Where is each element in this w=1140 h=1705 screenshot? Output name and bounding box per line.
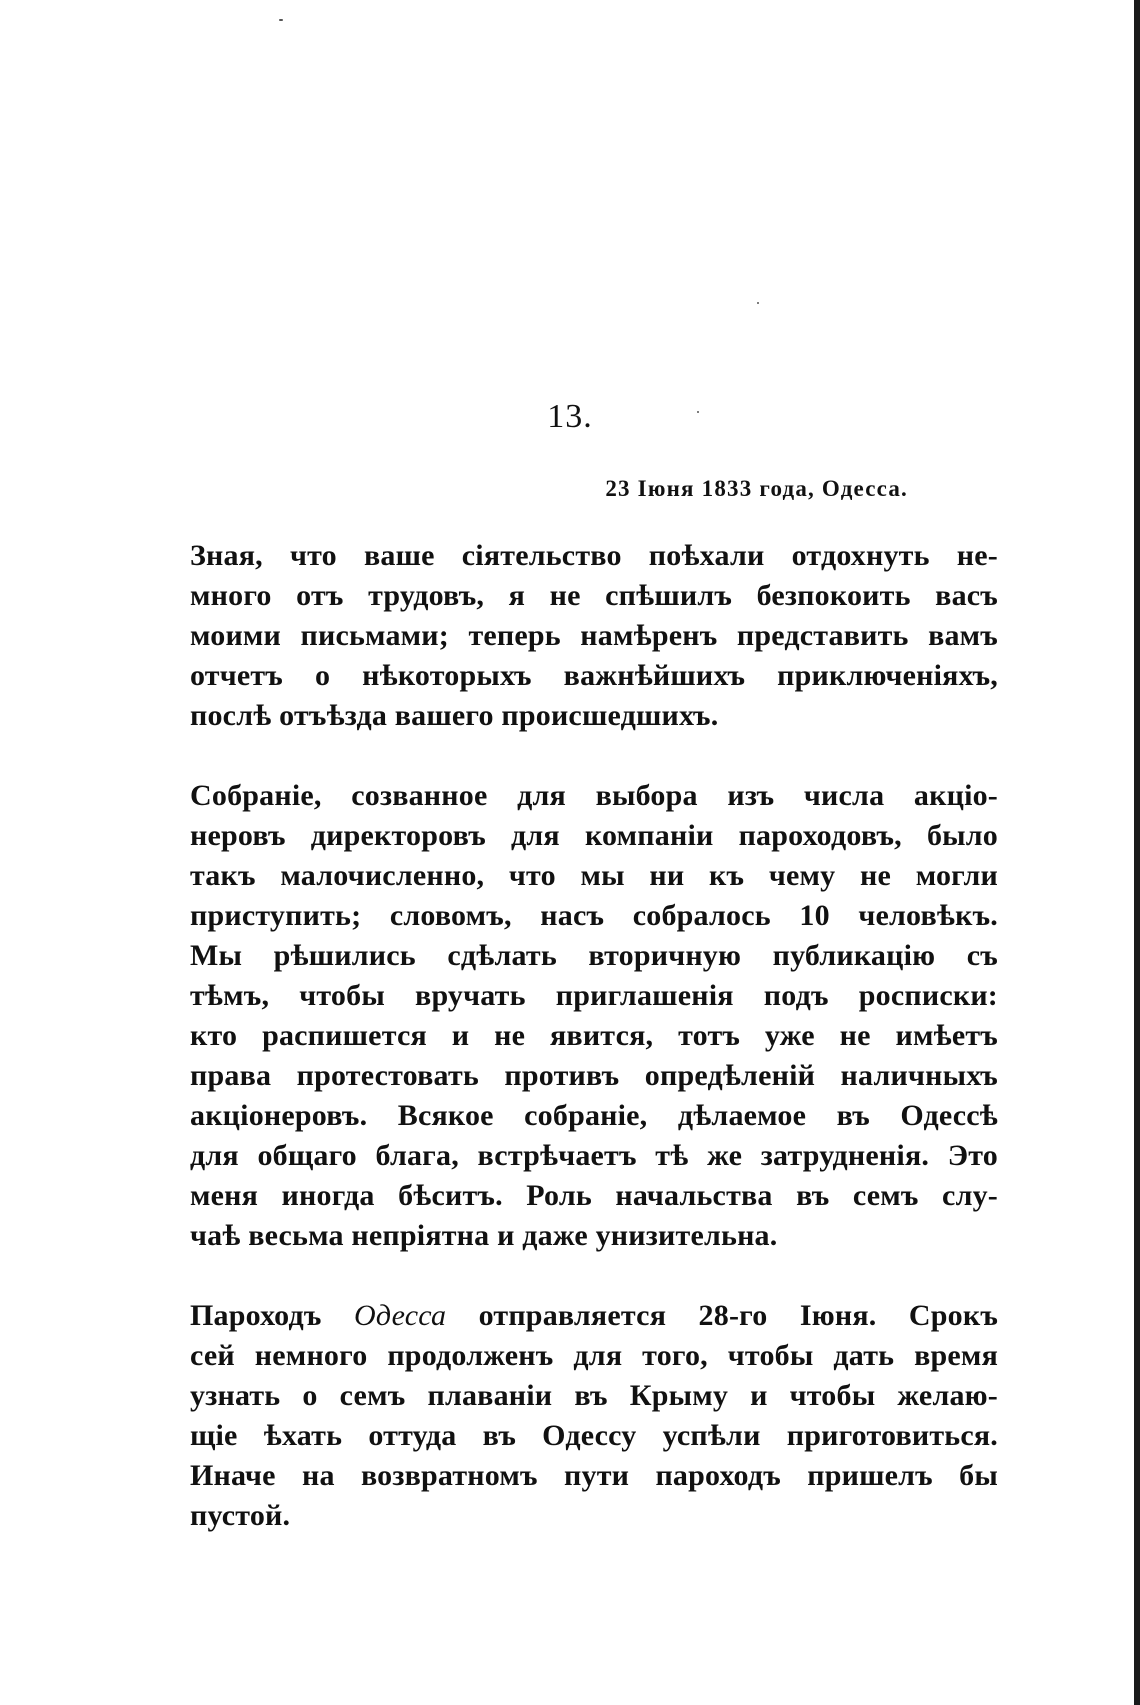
text-line: [190, 776, 998, 816]
paragraph: [190, 1296, 998, 1536]
text-segment: права протестовать противъ опредѣленій наличныхъ: [190, 1059, 998, 1092]
text-segment: тѣмъ, чтобы вручать приглашенія подъ росписки:: [190, 979, 998, 1012]
ship-name: Одесса: [353, 1299, 447, 1332]
text-line: [190, 1056, 998, 1096]
text-line: [190, 976, 998, 1016]
text-segment: отчетъ о нѣкоторыхъ важнѣйшихъ приключеніяхъ,: [190, 659, 998, 692]
text-line: [190, 1376, 998, 1416]
letter-dateline: 23 Іюня 1833 года, Одесса.: [605, 476, 908, 501]
text-segment: узнать о семъ плаваніи въ Крыму и чтобы желаю-: [190, 1379, 998, 1412]
text-line: [190, 1016, 998, 1056]
text-segment: кто распишется и не явится, тотъ уже не имѣетъ: [190, 1019, 998, 1052]
text-line: [190, 1456, 998, 1496]
text-segment: такъ малочисленно, что мы ни къ чему не могли: [190, 859, 998, 892]
text-segment: меня иногда бѣситъ. Роль начальства въ семъ слу-: [190, 1179, 998, 1212]
text-line: [190, 696, 998, 736]
letter-number: 13.: [547, 398, 593, 435]
text-segment: щіе ѣхать оттуда въ Одессу успѣли приготовиться.: [190, 1419, 998, 1452]
text-line: [190, 856, 998, 896]
text-line: [190, 896, 998, 936]
text-line: [190, 816, 998, 856]
text-line: [190, 1096, 998, 1136]
print-speck: [279, 19, 283, 21]
paragraph: [190, 536, 998, 736]
text-segment: Иначе на возвратномъ пути пароходъ пришелъ бы: [190, 1459, 998, 1492]
text-line: [190, 1296, 998, 1336]
text-segment: пустой.: [190, 1499, 291, 1532]
text-segment: моими письмами; теперь намѣренъ представить вамъ: [190, 619, 998, 652]
text-segment: отправляется 28-го Іюня. Срокъ: [446, 1299, 999, 1332]
text-segment: Собраніе, созванное для выбора изъ числа акціо-: [190, 779, 998, 812]
paragraph: [190, 776, 998, 1256]
text-line: [190, 1416, 998, 1456]
text-segment: для общаго блага, встрѣчаетъ тѣ же затрудненія. Это: [190, 1139, 998, 1172]
text-segment: акціонеровъ. Всякое собраніе, дѣлаемое въ Одессѣ: [190, 1099, 998, 1132]
text-segment: послѣ отъѣзда вашего происшедшихъ.: [190, 699, 719, 732]
print-speck: [757, 302, 759, 304]
text-segment: много отъ трудовъ, я не спѣшилъ безпокоить васъ: [190, 579, 998, 612]
text-segment: чаѣ весьма непріятна и даже унизительна.: [190, 1219, 778, 1252]
text-segment: неровъ директоровъ для компаніи пароходовъ, было: [190, 819, 998, 852]
letter-body: [190, 536, 998, 1576]
text-line: [190, 936, 998, 976]
text-line: [190, 616, 998, 656]
text-line: [190, 1336, 998, 1376]
text-segment: Пароходъ: [190, 1299, 354, 1332]
text-line: [190, 656, 998, 696]
text-line: [190, 1136, 998, 1176]
text-line: [190, 1176, 998, 1216]
text-segment: сей немного продолженъ для того, чтобы дать время: [190, 1339, 998, 1372]
text-segment: приступить; словомъ, насъ собралось 10 человѣкъ.: [190, 899, 998, 932]
text-line: [190, 1216, 998, 1256]
text-line: [190, 1496, 998, 1536]
text-line: [190, 576, 998, 616]
print-speck: [1134, 0, 1140, 1705]
text-line: [190, 536, 998, 576]
text-segment: Зная, что ваше сіятельство поѣхали отдохнуть не-: [190, 539, 998, 572]
text-segment: Мы рѣшились сдѣлать вторичную публикацію съ: [190, 939, 998, 972]
